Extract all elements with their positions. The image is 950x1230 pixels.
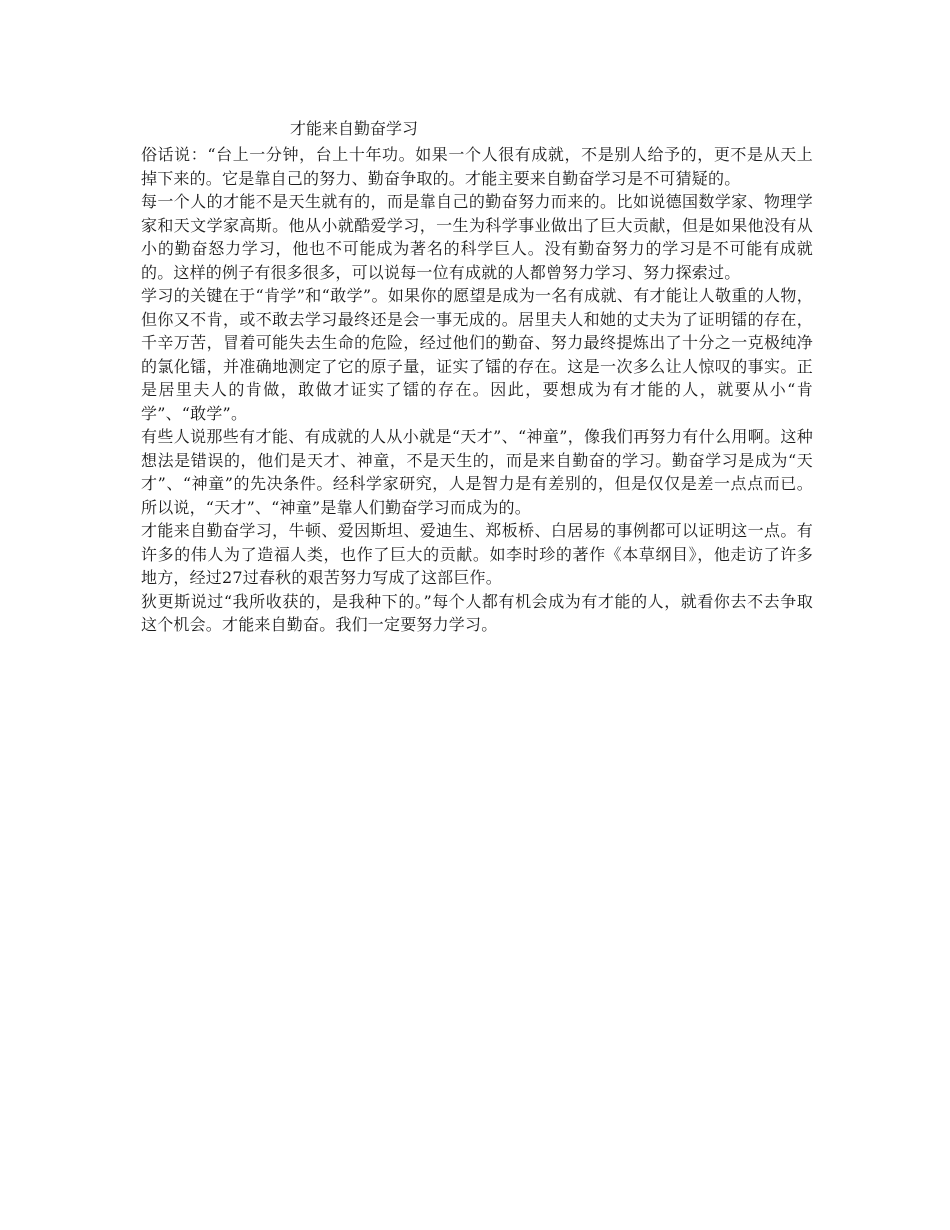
paragraph-4: 有些人说那些有才能、有成就的人从小就是“天才”、“神童”，像我们再努力有什么用啊。这种想法是错误的，他们是天才、神童，不是天生的，而是来自勤奋的学习。勤奋学习是成为“天才”、“神童”的先决条件。经科学家研究，人是智力是有差别的，但是仅仅是差一点点而已。所以说，“天才”、“神童”是靠人们勤奋学习而成为的。 bbox=[141, 427, 813, 517]
document-page bbox=[141, 115, 813, 637]
paragraph-1: 俗话说：“台上一分钟，台上十年功。如果一个人很有成就，不是别人给予的，更不是从天上掉下来的。它是靠自己的努力、勤奋争取的。才能主要来自勤奋学习是不可猜疑的。 bbox=[141, 145, 813, 188]
document-title: 才能来自勤奋学习 bbox=[290, 119, 419, 138]
paragraph-6: 狄更斯说过“我所收获的，是我种下的。”每个人都有机会成为有才能的人，就看你去不去争取这个机会。才能来自勤奋。我们一定要努力学习。 bbox=[141, 591, 813, 634]
paragraph-3: 学习的关键在于“肯学”和“敢学”。如果你的愿望是成为一名有成就、有才能让人敬重的人物，但你又不肯，或不敢去学习最终还是会一事无成的。居里夫人和她的丈夫为了证明镭的存在，千辛万苦，冒着可能失去生命的危险，经过他们的勤奋、努力最终提炼出了十分之一克极纯净的氯化镭，并准确地测定了它的原子量，证实了镭的存在。这是一次多么让人惊叹的事实。正是居里夫人的肯做，敢做才证实了镭的存在。因此，要想成为有才能的人，就要从小“肯学”、“敢学”。 bbox=[141, 286, 813, 423]
paragraph-2: 每一个人的才能不是天生就有的，而是靠自己的勤奋努力而来的。比如说德国数学家、物理学家和天文学家高斯。他从小就酷爱学习，一生为科学事业做出了巨大贡献，但是如果他没有从小的勤奋怒力学习，他也不可能成为著名的科学巨人。没有勤奋努力的学习是不可能有成就的。这样的例子有很多很多，可以说每一位有成就的人都曾努力学习、努力探索过。 bbox=[141, 192, 813, 282]
paragraph-5: 才能来自勤奋学习，牛顿、爱因斯坦、爱迪生、郑板桥、白居易的事例都可以证明这一点。有许多的伟人为了造福人类，也作了巨大的贡献。如李时珍的著作《本草纲目》，他走访了许多地方，经过27过春秋的艰苦努力写成了这部巨作。 bbox=[141, 521, 813, 587]
